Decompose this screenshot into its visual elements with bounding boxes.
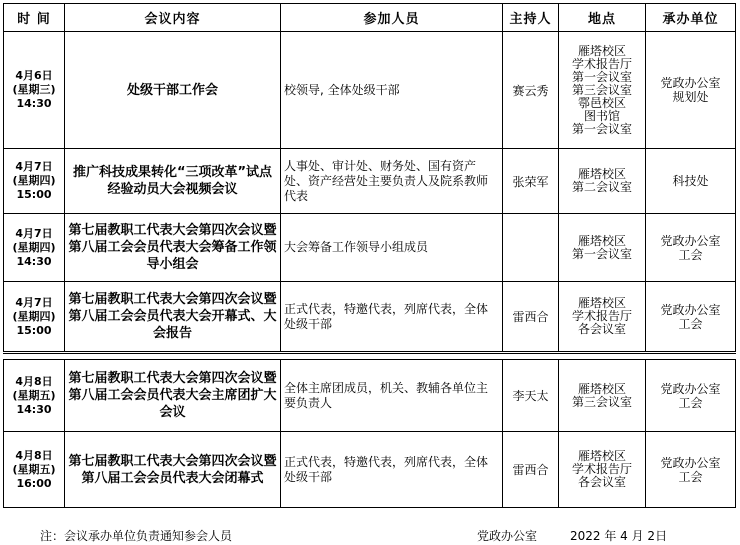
meeting-name: 处级干部工作会 — [65, 32, 281, 149]
clock-text: 15:00 — [16, 323, 52, 337]
footer-note: 注：会议承办单位负责通知参会人员 — [40, 529, 233, 543]
header-host: 主持人 — [503, 4, 559, 32]
organizer-cell: 党政办公室 工会 — [646, 360, 736, 432]
weekday-text: (星期四) — [12, 309, 56, 323]
host-cell: 张荣军 — [503, 149, 559, 214]
host-cell: 李天太 — [503, 360, 559, 432]
host-cell: 雷西合 — [503, 432, 559, 508]
location-cell: 雁塔校区 学术报告厅 各会议室 — [559, 432, 646, 508]
weekday-text: (星期四) — [12, 240, 56, 254]
table-row — [4, 282, 736, 353]
header-row — [4, 4, 736, 32]
header-attendees: 参加人员 — [281, 4, 503, 32]
table-row — [4, 149, 736, 214]
attendees-cell: 正式代表，特邀代表，列席代表，全体处级干部 — [281, 282, 503, 353]
clock-text: 16:00 — [16, 476, 52, 490]
host-cell: 雷西合 — [503, 282, 559, 353]
attendees-cell: 校领导, 全体处级干部 — [281, 32, 503, 149]
date-text: 4月7日 — [15, 226, 53, 240]
clock-text: 14:30 — [16, 402, 52, 416]
clock-text: 14:30 — [16, 97, 52, 110]
location-cell: 雁塔校区 第一会议室 — [559, 214, 646, 282]
time-cell — [4, 360, 65, 432]
footer-office: 党政办公室 — [477, 529, 538, 543]
meeting-schedule-table — [3, 3, 736, 508]
host-cell: 赛云秀 — [503, 32, 559, 149]
time-cell — [4, 214, 65, 282]
location-cell: 雁塔校区 第三会议室 — [559, 360, 646, 432]
date-text: 4月6日 — [15, 69, 53, 82]
date-text: 4月7日 — [15, 160, 53, 173]
header-organizer: 承办单位 — [646, 4, 736, 32]
meeting-name: 推广科技成果转化“三项改革”试点经验动员大会视频会议 — [65, 149, 281, 214]
attendees-cell: 正式代表，特邀代表，列席代表，全体处级干部 — [281, 432, 503, 508]
time-cell — [4, 149, 65, 214]
attendees-cell: 全体主席团成员，机关、教辅各单位主要负责人 — [281, 360, 503, 432]
attendees-cell: 大会筹备工作领导小组成员 — [281, 214, 503, 282]
header-meeting-content: 会议内容 — [65, 4, 281, 32]
table-row — [4, 214, 736, 282]
organizer-cell: 党政办公室 工会 — [646, 432, 736, 508]
date-text: 4月7日 — [15, 295, 53, 309]
table-section-divider — [4, 353, 736, 360]
weekday-text: (星期三) — [12, 83, 56, 96]
header-time: 时 间 — [4, 4, 65, 32]
time-cell — [4, 32, 65, 149]
footer-date: 2022 年 4 月 2日 — [570, 529, 668, 543]
organizer-cell: 党政办公室 工会 — [646, 214, 736, 282]
attendees-cell: 人事处、审计处、财务处、国有资产处、资产经营处主要负责人及院系教师代表 — [281, 149, 503, 214]
header-location: 地点 — [559, 4, 646, 32]
table-row — [4, 360, 736, 432]
organizer-cell: 科技处 — [646, 149, 736, 214]
location-cell: 雁塔校区 学术报告厅 第一会议室 第三会议室 鄠邑校区 图书馆 第一会议室 — [559, 32, 646, 149]
date-text: 4月8日 — [15, 374, 53, 388]
weekday-text: (星期四) — [12, 174, 56, 187]
double-rule — [4, 353, 736, 360]
meeting-name: 第七届教职工代表大会第四次会议暨第八届工会会员代表大会筹备工作领导小组会 — [65, 214, 281, 282]
organizer-cell: 党政办公室 规划处 — [646, 32, 736, 149]
table-row — [4, 432, 736, 508]
meeting-name: 第七届教职工代表大会第四次会议暨第八届工会会员代表大会闭幕式 — [65, 432, 281, 508]
weekday-text: (星期五) — [12, 388, 56, 402]
location-cell: 雁塔校区 学术报告厅 各会议室 — [559, 282, 646, 353]
time-cell — [4, 432, 65, 508]
time-cell — [4, 282, 65, 353]
table-row — [4, 32, 736, 149]
organizer-cell: 党政办公室 工会 — [646, 282, 736, 353]
weekday-text: (星期五) — [12, 462, 56, 476]
meeting-name: 第七届教职工代表大会第四次会议暨第八届工会会员代表大会开幕式、大会报告 — [65, 282, 281, 353]
clock-text: 15:00 — [16, 188, 52, 201]
location-cell: 雁塔校区 第二会议室 — [559, 149, 646, 214]
date-text: 4月8日 — [15, 448, 53, 462]
meeting-name: 第七届教职工代表大会第四次会议暨第八届工会会员代表大会主席团扩大会议 — [65, 360, 281, 432]
clock-text: 14:30 — [16, 254, 52, 268]
host-cell — [503, 214, 559, 282]
